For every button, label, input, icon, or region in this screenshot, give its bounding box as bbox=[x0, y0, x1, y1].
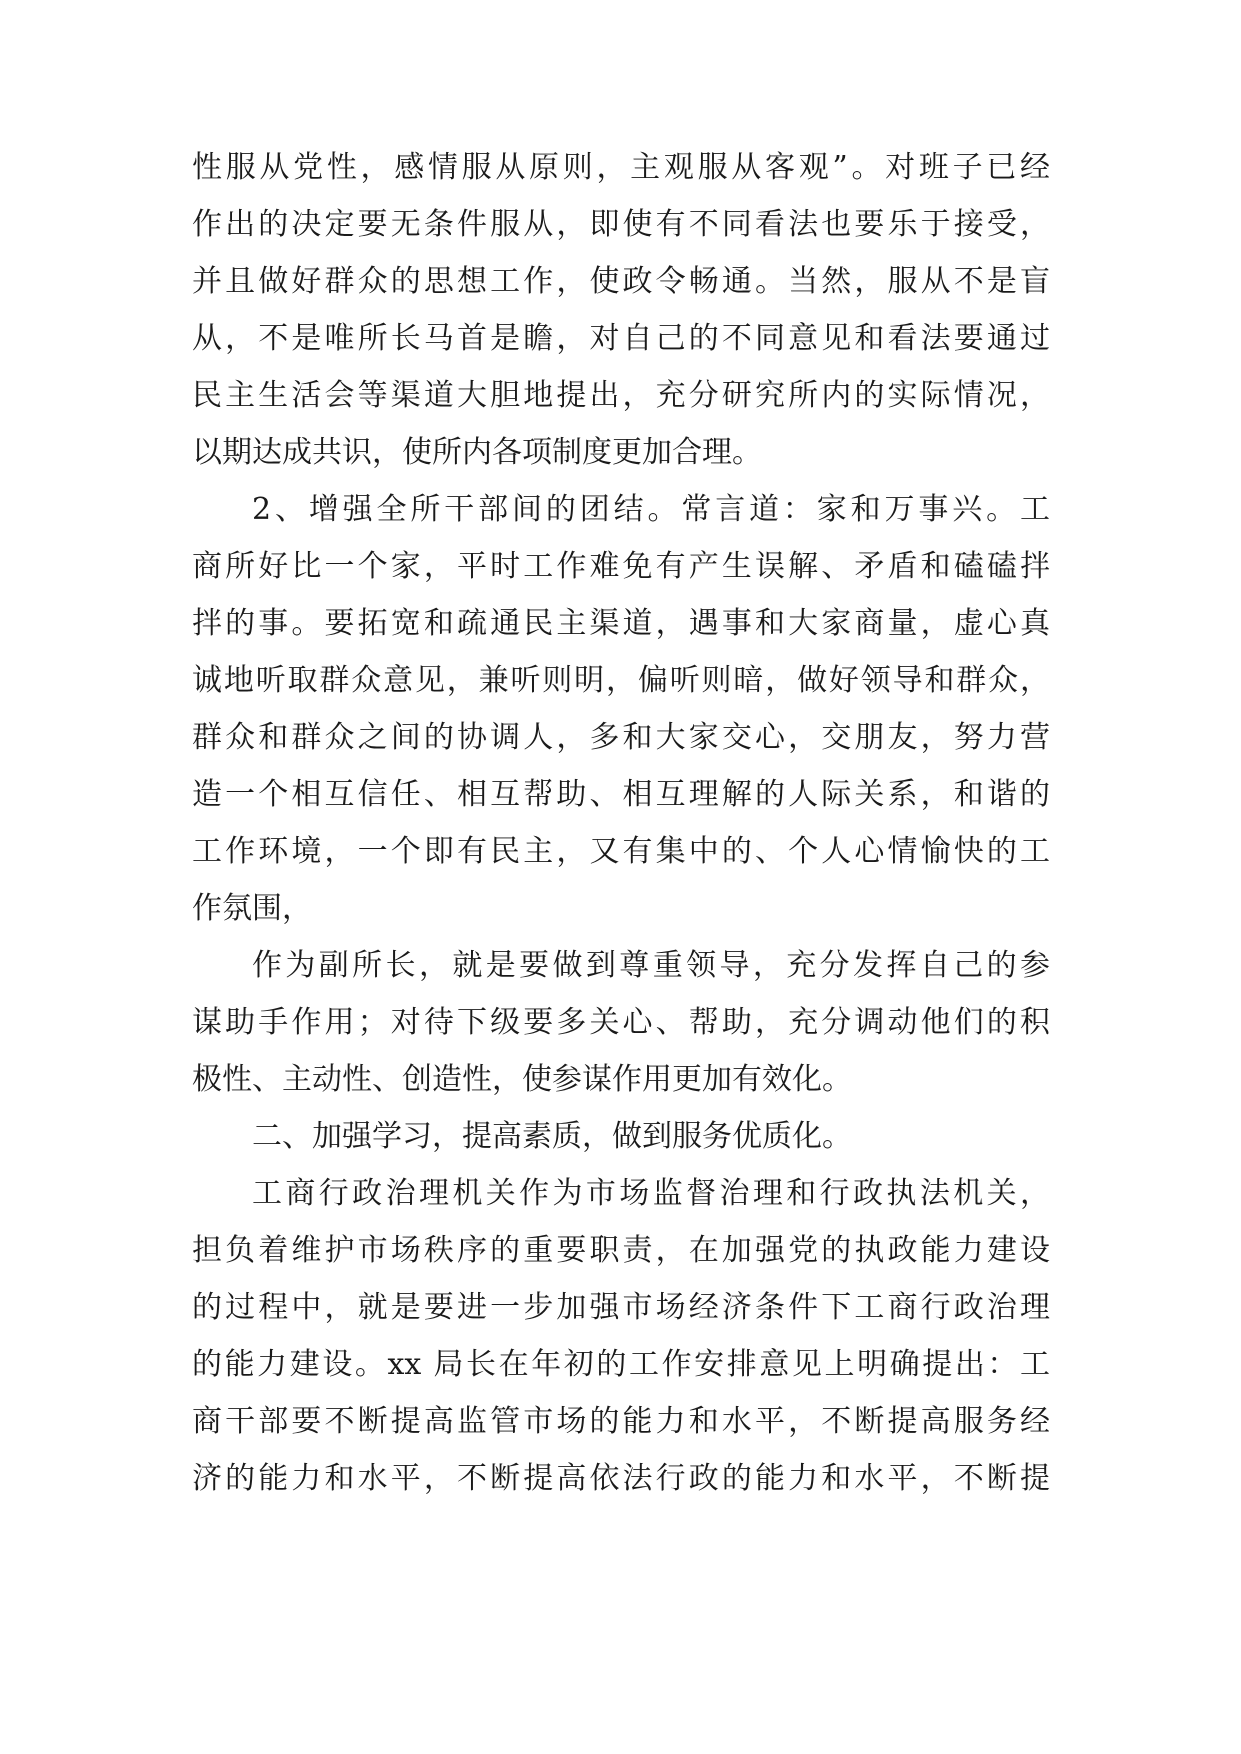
text-line: 济的能力和水平，不断提高依法行政的能力和水平，不断提 bbox=[192, 1461, 1050, 1496]
text-line: 商所好比一个家，平时工作难免有产生误解、矛盾和磕磕拌 bbox=[192, 549, 1050, 584]
paragraph-first-line: 作为副所长，就是要做到尊重领导，充分发挥自己的参 bbox=[252, 948, 1050, 983]
text-line: 以期达成共识，使所内各项制度更加合理。 bbox=[192, 435, 762, 470]
text-line: 民主生活会等渠道大胆地提出，充分研究所内的实际情况， bbox=[192, 378, 1050, 413]
text-line: 性服从党性，感情服从原则，主观服从客观”。对班子已经 bbox=[192, 150, 1050, 185]
text-line: 作氛围， bbox=[192, 891, 312, 926]
text-line: 谋助手作用；对待下级要多关心、帮助，充分调动他们的积 bbox=[192, 1005, 1050, 1040]
text-line: 拌的事。要拓宽和疏通民主渠道，遇事和大家商量，虚心真 bbox=[192, 606, 1050, 641]
text-line: 担负着维护市场秩序的重要职责，在加强党的执政能力建设 bbox=[192, 1233, 1050, 1268]
text-line: 作出的决定要无条件服从，即使有不同看法也要乐于接受， bbox=[192, 207, 1050, 242]
paragraph-first-line: 2、增强全所干部间的团结。常言道：家和万事兴。工 bbox=[252, 492, 1050, 527]
text-line: 并且做好群众的思想工作，使政令畅通。当然，服从不是盲 bbox=[192, 264, 1050, 299]
text-line: 工作环境，一个即有民主，又有集中的、个人心情愉快的工 bbox=[192, 834, 1050, 869]
text-line: 诚地听取群众意见，兼听则明，偏听则暗，做好领导和群众， bbox=[192, 663, 1050, 698]
text-line: 群众和群众之间的协调人，多和大家交心，交朋友，努力营 bbox=[192, 720, 1050, 755]
text-line: 造一个相互信任、相互帮助、相互理解的人际关系，和谐的 bbox=[192, 777, 1050, 812]
text-line: 商干部要不断提高监管市场的能力和水平，不断提高服务经 bbox=[192, 1404, 1050, 1439]
paragraph-first-line: 工商行政治理机关作为市场监督治理和行政执法机关， bbox=[252, 1176, 1050, 1211]
text-line: 的能力建设。xx 局长在年初的工作安排意见上明确提出：工 bbox=[192, 1347, 1050, 1382]
text-line: 极性、主动性、创造性，使参谋作用更加有效化。 bbox=[192, 1062, 852, 1097]
section-heading: 二、加强学习，提高素质，做到服务优质化。 bbox=[252, 1119, 852, 1154]
text-line: 的过程中，就是要进一步加强市场经济条件下工商行政治理 bbox=[192, 1290, 1050, 1325]
text-line: 从，不是唯所长马首是瞻，对自己的不同意见和看法要通过 bbox=[192, 321, 1050, 356]
